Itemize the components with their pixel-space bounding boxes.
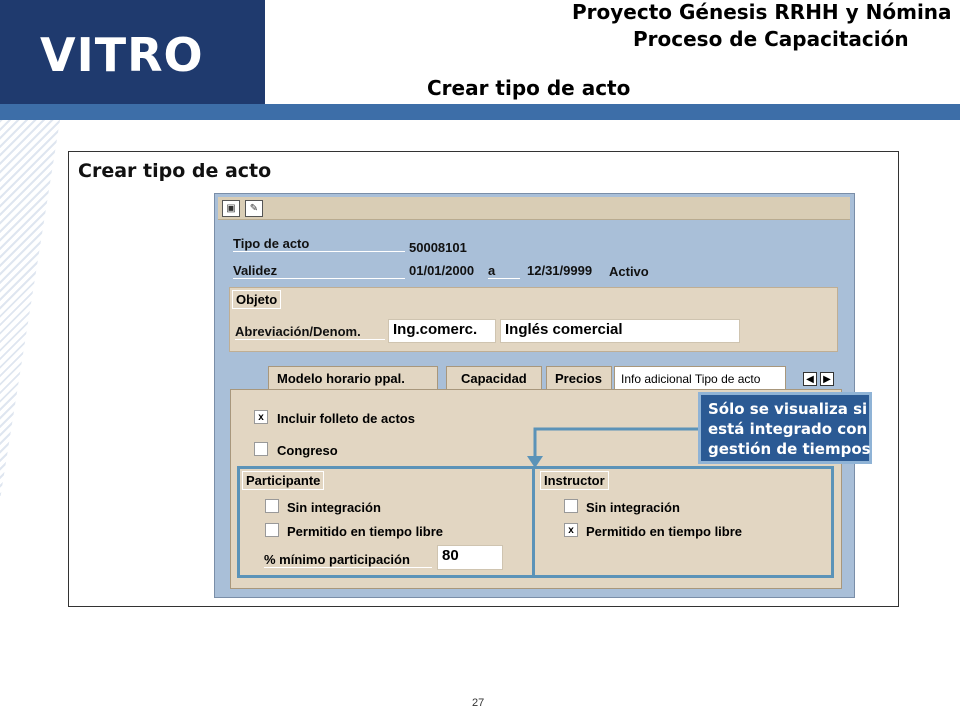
tipo-acto-label: Tipo de acto (233, 236, 405, 252)
status-text: Activo (609, 264, 649, 279)
logo-panel (0, 0, 265, 105)
tab-precios[interactable]: Precios (546, 366, 612, 390)
tab-capacidad[interactable]: Capacidad (446, 366, 542, 390)
congreso-checkbox[interactable] (254, 442, 268, 456)
group-divider (532, 469, 535, 575)
edit-icon[interactable]: ✎ (245, 200, 263, 217)
callout-note (698, 392, 872, 464)
part-sin-integracion-checkbox[interactable] (265, 499, 279, 513)
congreso-label: Congreso (277, 443, 338, 458)
display-icon[interactable]: ▣ (222, 200, 240, 217)
tab-info-adicional[interactable]: Info adicional Tipo de acto (614, 366, 786, 390)
instr-permitido-label: Permitido en tiempo libre (586, 524, 743, 539)
project-title: Proyecto Génesis RRHH y Nómina (572, 0, 952, 24)
instr-sin-integracion-checkbox[interactable] (564, 499, 578, 513)
frame-title: Crear tipo de acto (78, 160, 272, 182)
decorative-hatch (0, 120, 60, 500)
tab-prev-icon[interactable]: ◀ (803, 372, 817, 386)
abrev-label: Abreviación/Denom. (235, 324, 385, 340)
validez-from[interactable]: 01/01/2000 (409, 263, 475, 278)
process-title: Proceso de Capacitación (633, 27, 909, 51)
minimo-participacion-input[interactable]: 80 (437, 545, 503, 570)
denom-input[interactable]: Inglés comercial (500, 319, 740, 343)
incluir-folleto-checkbox[interactable]: x (254, 410, 268, 424)
callout-arrow (520, 420, 700, 470)
slide-subtitle: Crear tipo de acto (427, 76, 631, 100)
part-sin-integracion-label: Sin integración (287, 500, 381, 515)
minimo-participacion-label: % mínimo participación (264, 552, 432, 568)
instr-sin-integracion-label: Sin integración (586, 500, 680, 515)
instr-permitido-checkbox[interactable]: x (564, 523, 578, 537)
callout-line-3: gestión de tiempos (708, 440, 871, 458)
tab-modelo-horario[interactable]: Modelo horario ppal. (268, 366, 438, 390)
sap-toolbar (218, 197, 850, 220)
tab-next-icon[interactable]: ▶ (820, 372, 834, 386)
incluir-folleto-label: Incluir folleto de actos (277, 411, 415, 426)
abrev-input[interactable]: Ing.comerc. (388, 319, 496, 343)
participante-title: Participante (242, 471, 324, 490)
vitro-logo: VITRO (40, 28, 204, 82)
validez-separator: a (488, 263, 520, 279)
part-permitido-label: Permitido en tiempo libre (287, 524, 444, 539)
objeto-title: Objeto (232, 290, 281, 309)
validez-label: Validez (233, 263, 405, 279)
validez-to[interactable]: 12/31/9999 (527, 263, 593, 278)
page-number: 27 (472, 697, 485, 709)
header-divider (0, 104, 960, 120)
tipo-acto-value[interactable]: 50008101 (409, 240, 467, 255)
callout-line-2: está integrado con (708, 420, 868, 438)
part-permitido-checkbox[interactable] (265, 523, 279, 537)
instructor-title: Instructor (540, 471, 609, 490)
callout-line-1: Sólo se visualiza si (708, 400, 868, 418)
